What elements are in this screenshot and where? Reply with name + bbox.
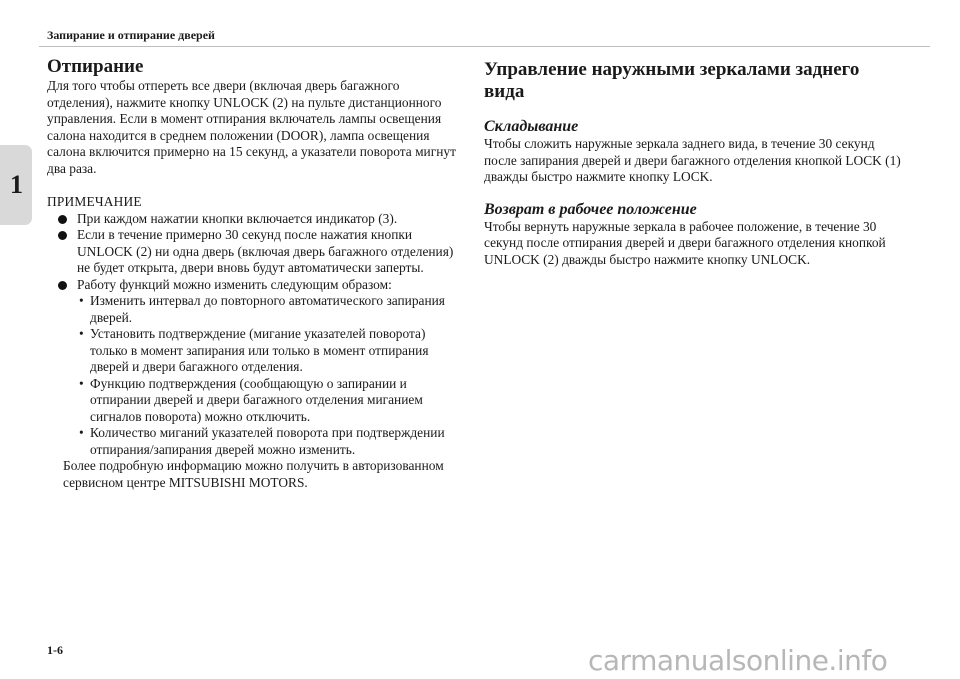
bullet-dot-icon [58,281,67,290]
sub-bullet-icon: • [79,425,84,440]
bullet-dot-icon [58,215,67,224]
section-title-unlocking: Отпирание [47,56,144,77]
sub-item [77,326,457,376]
note-text: При каждом нажатии кнопки включается индикатор (3). [77,210,398,226]
note-text: Если в течение примерно 30 секунд после нажатия кнопки UNLOCK (2) ни одна дверь (включая дверь багажного отделения) не будет открыта, двери вновь будут автоматически заперты. [77,227,454,275]
note-heading: ПРИМЕЧАНИЕ [47,194,142,209]
subsection-return: Возврат в рабочее положение [484,200,697,218]
sub-item [77,425,457,458]
sub-bullet-icon: • [79,326,84,341]
sub-bullet-icon: • [79,293,84,308]
left-column [47,56,457,491]
sub-item [77,376,457,426]
sub-item-text: Установить подтверждение (мигание указателей поворота) только в момент запирания или только в момент отпирания дверей и двери багажного отделения. [90,326,429,374]
section-title-mirrors: Управление наружными зеркалами заднего вида [484,59,860,102]
folding-body: Чтобы сложить наружные зеркала заднего вида, в течение 30 секунд после запирания дверей и двери багажного отделения кнопкой LOCK (1) дважды быстро нажмите кнопку LOCK. [484,136,901,184]
sub-bullet-icon: • [79,375,84,391]
sub-item [77,293,457,326]
sub-list [77,293,457,458]
note-item [47,227,457,277]
note-item [47,277,457,459]
header-rule [39,46,930,47]
bullet-dot-icon [58,231,67,240]
subsection-folding: Складывание [484,118,579,135]
return-body: Чтобы вернуть наружные зеркала в рабочее положение, в течение 30 секунд после отпирания дверей и двери багажного отделения кнопкой UNLOCK (2) дважды быстро нажмите кнопку UNLOCK. [484,218,886,267]
sub-item-text: Количество миганий указателей поворота при подтверждении отпирания/запирания дверей можно изменить. [90,425,445,457]
unlocking-body: Для того чтобы отпереть все двери (включая дверь багажного отделения), нажмите кнопку UNLOCK (2) на пульте дистанционного управления. Если в момент отпирания включатель лампы освещения салона находится в среднем положении (DOOR), лампа освещения салона включится примерно на 15 секунд, а указатели поворота мигнут два раза. [47,78,456,176]
chapter-number: 1 [10,170,23,199]
sub-item-text: Функцию подтверждения (сообщающую о запирании и отпирании дверей и двери багажного отделения миганием сигналов поворота) можно отключить. [90,375,423,424]
note-text: Работу функций можно изменить следующим образом: [77,276,392,292]
sub-item-text: Изменить интервал до повторного автоматического запирания дверей. [90,293,445,325]
running-head: Запирание и отпирание дверей [47,28,215,42]
right-column [484,56,904,268]
note-list [47,211,457,459]
note-item [47,211,457,228]
note-closing: Более подробную информацию можно получить в авторизованном сервисном центре MITSUBISHI MOTORS. [63,458,444,490]
watermark: carmanualsonline.info [588,644,888,677]
page-number: 1-6 [47,643,63,657]
